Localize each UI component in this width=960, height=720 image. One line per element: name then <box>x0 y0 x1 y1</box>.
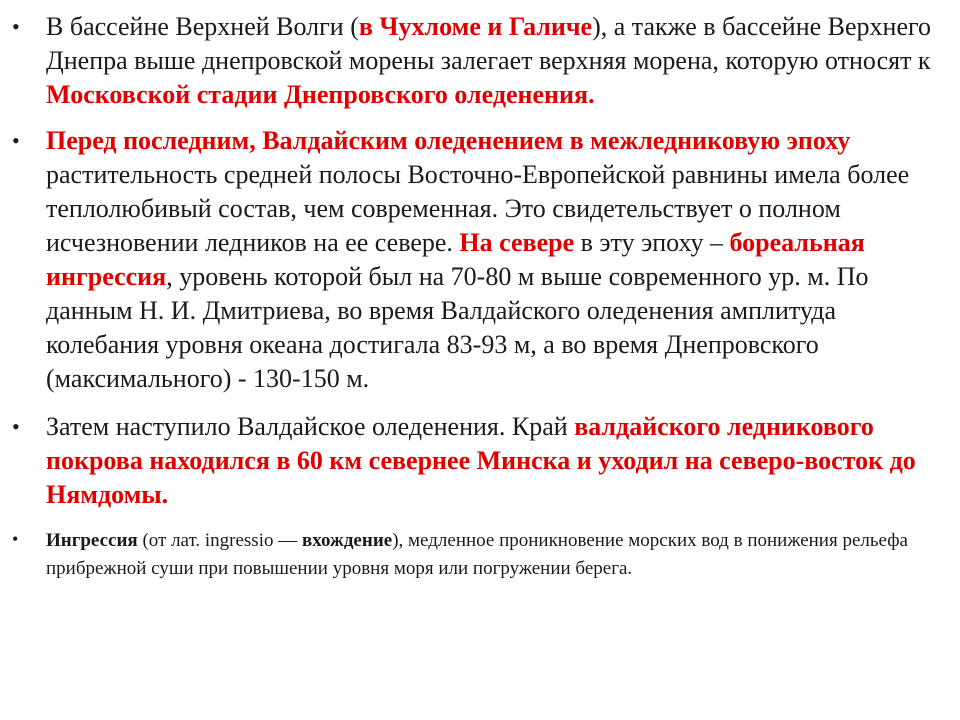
highlight-segment: валдайского ледникового покрова находился в 60 км севернее Минска и уходил на северо-восток до Нямдомы. <box>46 412 916 509</box>
bullet-icon: • <box>12 128 20 153</box>
highlight-segment: На севере <box>459 228 575 257</box>
bullet-item-interglacial <box>10 124 945 396</box>
bullet-text <box>46 124 945 396</box>
term-segment: вхождение <box>301 530 393 551</box>
bullet-text <box>46 527 945 582</box>
highlight-segment: Московской стадии Днепровского оледенения. <box>46 80 595 109</box>
text-segment: , уровень которой был на 70-80 м выше современного ур. м. По данным Н. И. Дмитриева, во время Валдайского оледенения амплитуда колебания уровня океана достигала 83-93 м, а во время Днепровского (максимального) - 130-150 м. <box>46 262 869 393</box>
bullet-icon: • <box>12 529 19 549</box>
text-segment: растительность средней полосы Восточно-Европейской равнины имела более теплолюбивый состав, чем современная. Это свидетельствует о полном исчезновении ледников на ее севере. <box>46 160 910 257</box>
bullet-item-valdai-glaciation <box>10 410 945 512</box>
highlight-segment: Перед последним, Валдайским оледенением в межледниковую эпоху <box>46 126 851 155</box>
text-segment: ), медленное проникновение морских вод в понижения рельефа прибрежной суши при повышении уровня моря или погружении берега. <box>46 530 908 579</box>
text-segment: (от лат. ingressio — <box>137 530 302 551</box>
bullet-text <box>46 410 945 512</box>
term-segment: Ингрессия <box>46 530 138 551</box>
highlight-segment: бореальная ингрессия <box>46 228 865 291</box>
text-segment: Затем наступило Валдайское оледенения. Край <box>46 412 575 441</box>
bullet-icon: • <box>12 14 20 39</box>
text-segment: в эту эпоху – <box>574 228 730 257</box>
bullet-icon: • <box>12 414 20 439</box>
bullet-text <box>46 10 945 112</box>
bullet-list <box>10 10 945 582</box>
bullet-item-moscow-stage <box>10 10 945 112</box>
highlight-segment: в Чухломе и Галиче <box>358 12 593 41</box>
bullet-item-ingression-definition <box>10 527 945 582</box>
text-segment: В бассейне Верхней Волги ( <box>46 12 359 41</box>
text-segment: ), а также в бассейне Верхнего Днепра выше днепровской морены залегает верхняя морена, которую относят к <box>46 12 932 75</box>
